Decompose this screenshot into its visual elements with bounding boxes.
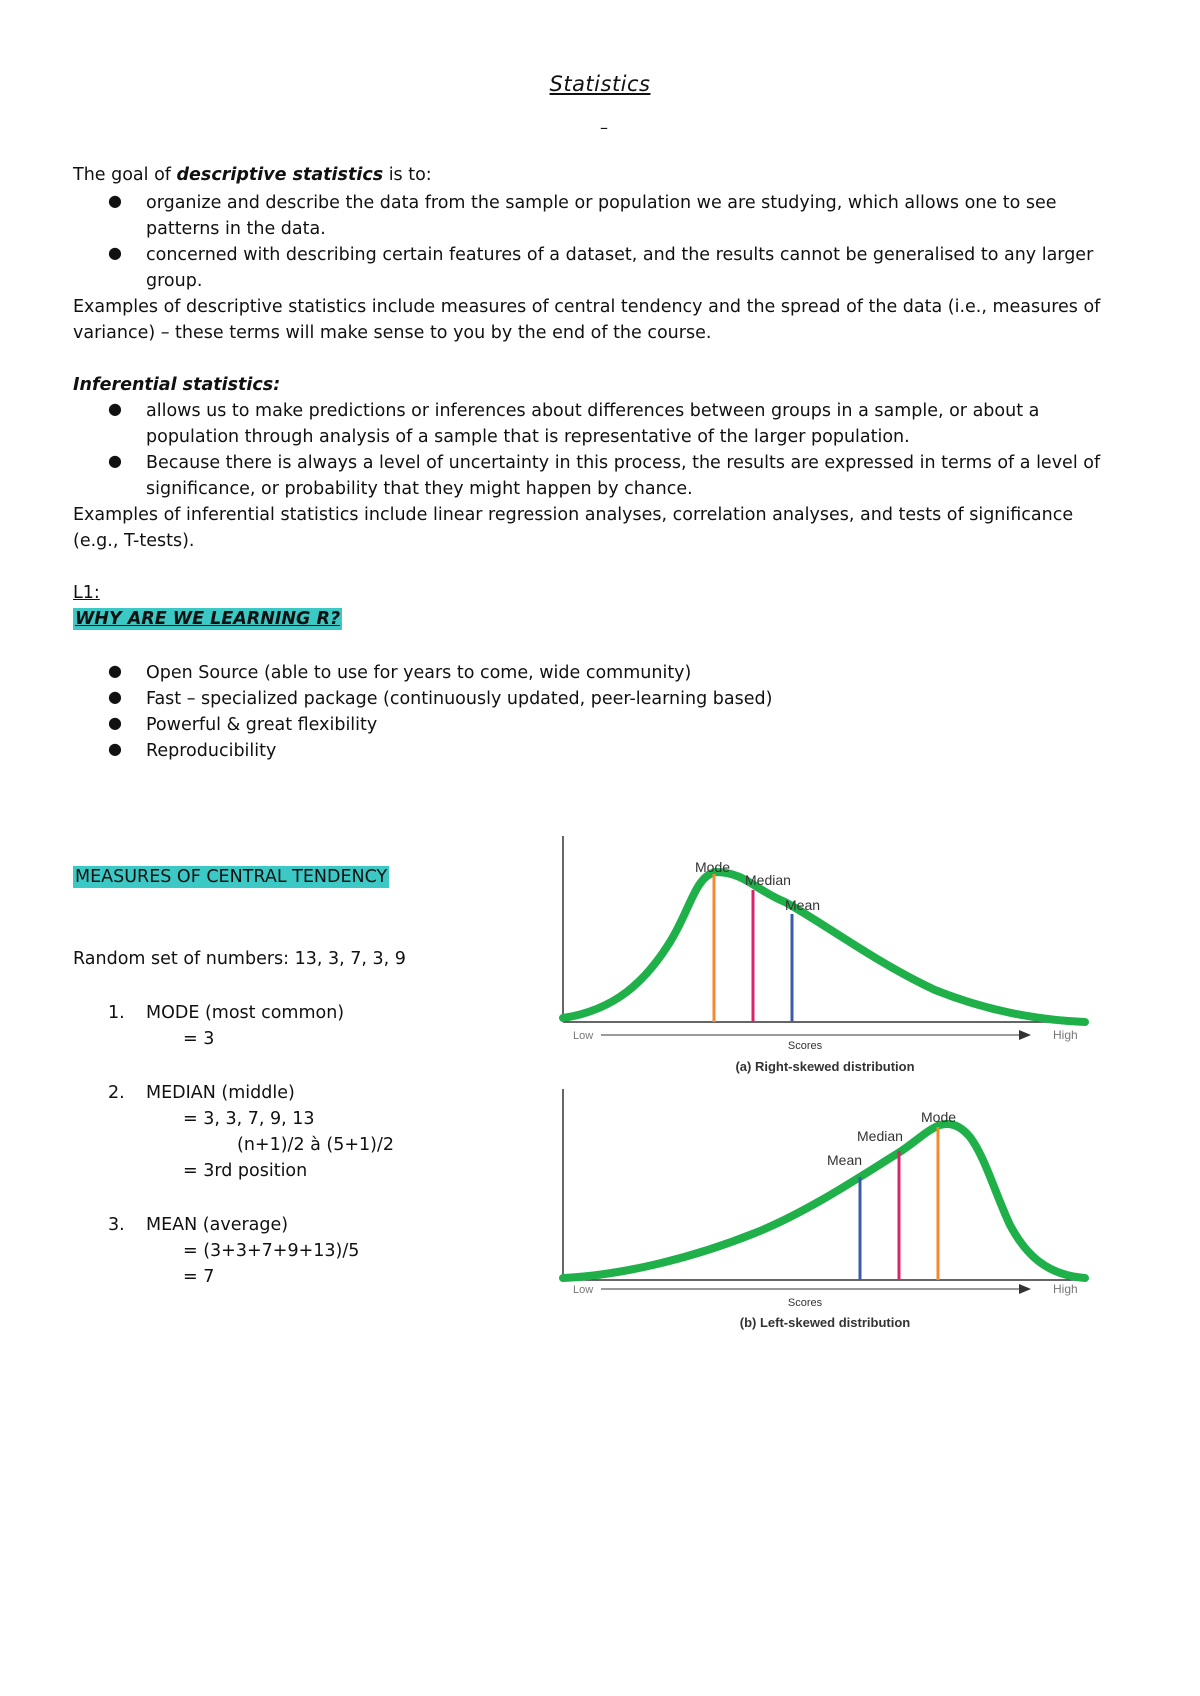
mean-formula: = (3+3+7+9+13)/5: [183, 1241, 360, 1261]
random-set: Random set of numbers: 13, 3, 7, 3, 9: [73, 949, 406, 969]
figure-caption: (a) Right-skewed distribution: [735, 1059, 915, 1074]
descriptive-bullet-2b: group.: [146, 271, 203, 291]
left-skewed-figure: [555, 1085, 1095, 1335]
mean-label: Mean: [827, 1152, 863, 1168]
bullet-icon: ●: [108, 713, 122, 732]
central-heading: MEASURES OF CENTRAL TENDENCY: [75, 867, 388, 887]
descriptive-bullet-1a: organize and describe the data from the sample or population we are studying, which allows one to see: [146, 193, 1057, 213]
descriptive-examples-1: Examples of descriptive statistics include measures of central tendency and the spread of the data (i.e., measures of: [73, 297, 1101, 317]
scores-label: Scores: [787, 1040, 823, 1052]
mean-label: Mean: [785, 897, 821, 913]
right-skewed-figure: [555, 832, 1095, 1082]
scores-label: Scores: [787, 1297, 823, 1309]
l1-label: L1:: [73, 583, 100, 603]
inferential-bullet-2a: Because there is always a level of uncertainty in this process, the results are expressed in terms of a level of: [146, 453, 1101, 473]
arrow-head-icon: [1019, 1030, 1031, 1040]
mean-value: = 7: [183, 1267, 215, 1287]
descriptive-intro: The goal of descriptive statistics is to:: [73, 165, 432, 185]
distribution-curve: [563, 872, 1085, 1022]
high-label: High: [1053, 1028, 1078, 1042]
central-heading-wrap: [73, 864, 389, 890]
figure-caption: (b) Left-skewed distribution: [739, 1315, 911, 1330]
mode-label: MODE (most common): [146, 1003, 345, 1023]
bullet-icon: ●: [108, 191, 122, 210]
descriptive-bullet-1b: patterns in the data.: [146, 219, 326, 239]
bullet-icon: ●: [108, 399, 122, 418]
median-sorted: = 3, 3, 7, 9, 13: [183, 1109, 315, 1129]
median-label: MEDIAN (middle): [146, 1083, 295, 1103]
bullet-icon: ●: [108, 739, 122, 758]
inferential-bullet-1a: allows us to make predictions or inferences about differences between groups in a sample, or about a: [146, 401, 1040, 421]
descriptive-bullet-2a: concerned with describing certain features of a dataset, and the results cannot be generalised to any larger: [146, 245, 1094, 265]
mode-number: 1.: [108, 1003, 125, 1023]
low-label: Low: [573, 1284, 594, 1296]
arrow-head-icon: [1019, 1284, 1031, 1294]
l1-bullet-4: Reproducibility: [146, 741, 277, 761]
median-position: = 3rd position: [183, 1161, 308, 1181]
bullet-icon: ●: [108, 661, 122, 680]
mode-value: = 3: [183, 1029, 215, 1049]
median-formula: (n+1)/2 à (5+1)/2: [237, 1135, 395, 1155]
inferential-bullet-2b: significance, or probability that they might happen by chance.: [146, 479, 693, 499]
inferential-heading: Inferential statistics:: [73, 375, 281, 395]
mean-number: 3.: [108, 1215, 125, 1235]
bullet-icon: ●: [108, 451, 122, 470]
mode-label: Mode: [921, 1109, 957, 1125]
mode-label: Mode: [695, 859, 731, 875]
median-label: Median: [745, 872, 791, 888]
l1-bullet-1: Open Source (able to use for years to come, wide community): [146, 663, 692, 683]
bullet-icon: ●: [108, 687, 122, 706]
l1-heading-wrap: [73, 606, 342, 632]
bullet-icon: ●: [108, 243, 122, 262]
descriptive-examples-2: variance) – these terms will make sense to you by the end of the course.: [73, 323, 712, 343]
inferential-bullet-1b: population through analysis of a sample that is representative of the larger population.: [146, 427, 910, 447]
high-label: High: [1053, 1282, 1078, 1296]
descriptive-term: descriptive statistics: [176, 165, 384, 185]
l1-heading: WHY ARE WE LEARNING R?: [75, 609, 341, 629]
mean-label: MEAN (average): [146, 1215, 289, 1235]
l1-bullet-3: Powerful & great flexibility: [146, 715, 378, 735]
median-number: 2.: [108, 1083, 125, 1103]
low-label: Low: [573, 1030, 594, 1042]
inferential-examples-2: (e.g., T-tests).: [73, 531, 195, 551]
page-title: Statistics: [549, 72, 651, 96]
median-label: Median: [857, 1128, 903, 1144]
inferential-examples-1: Examples of inferential statistics include linear regression analyses, correlation analyses, and tests of significance: [73, 505, 1074, 525]
l1-bullet-2: Fast – specialized package (continuously updated, peer-learning based): [146, 689, 773, 709]
distribution-curve: [563, 1124, 1085, 1278]
title-dash: –: [600, 118, 608, 137]
